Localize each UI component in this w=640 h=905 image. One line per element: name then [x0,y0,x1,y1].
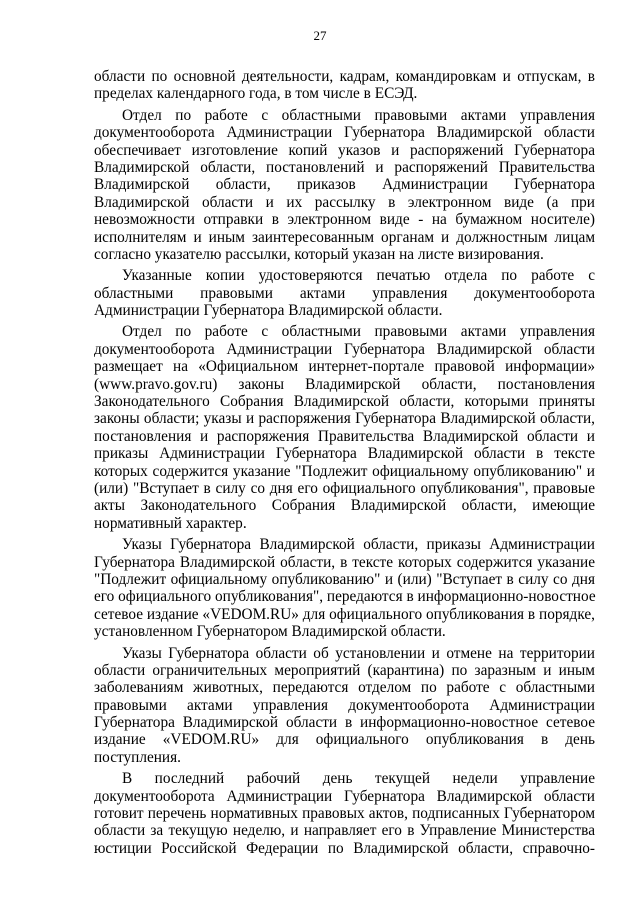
text-line: области за текущую неделю, и направляет его в Управление Министерства [94,822,595,840]
text-line: издание «VEDOM.RU» для официального опубликования в день [94,731,595,749]
text-line: Владимирской области и их рассылку в электронном виде (а при [94,193,595,211]
text-line: области по основной деятельности, кадрам, командировкам и отпускам, в [94,68,595,85]
paragraph [94,107,595,264]
text-line: пределах календарного года, в том числе в ЕСЭД. [94,85,418,103]
text-line: Указы Губернатора Владимирской области, приказы Администрации [122,536,595,554]
text-line: Администрации Губернатора Владимирской области. [94,302,443,320]
text-line: области ограничительных мероприятий (карантина) по заразным и иным [94,661,595,679]
text-line: размещает на «Официальном интернет-портале правовой информации» [94,358,595,376]
text-line: которых содержится указание "Подлежит официальному опубликованию" и [94,462,595,480]
paragraph [94,68,595,103]
text-line: установленном Губернатором Владимирской области. [94,623,446,641]
text-line: документооборота Администрации Губернатора Владимирской области [94,124,595,142]
paragraph [94,323,595,532]
text-line: документооборота Администрации Губернатора Владимирской области [94,340,595,358]
text-line: акты Законодательного Собрания Владимирской области, имеющие [94,497,595,515]
paragraph [94,536,595,640]
document-body [94,68,595,857]
text-line: Законодательного Собрания Владимирской области, которыми приняты [94,393,595,411]
text-line: Отдел по работе с областными правовыми актами управления [122,106,595,124]
text-line: Губернатора Владимирской области, в тексте которых содержится указание [94,553,595,571]
paragraph [94,770,595,857]
text-line: Указы Губернатора области об установлении и отмене на территории [122,644,595,662]
text-line: Указанные копии удостоверяются печатью отдела по работе с [122,267,595,285]
text-line: постановления и распоряжения Правительства Владимирской области и [94,427,595,445]
text-line: правовыми актами управления документооборота Администрации [94,696,595,714]
text-line: приказы Администрации Губернатора Владимирской области в тексте [94,445,595,463]
text-line: (или) "Вступает в силу со дня его официального опубликования", правовые [94,479,595,497]
text-line: согласно указателю рассылки, который указан на листе визирования. [94,245,544,263]
text-line: Отдел по работе с областными правовыми актами управления [122,323,595,341]
page-number: 27 [313,28,327,43]
paragraph [94,267,595,319]
text-line: его официального опубликования", передаются в информационно-новостное [94,588,596,606]
text-line: Владимирской области, приказов Администрации Губернатора [94,176,595,194]
text-line: исполнителям и иным заинтересованным органам и должностным лицам [94,228,595,246]
text-line: юстиции Российской Федерации по Владимирской области, справочно- [94,839,595,857]
text-line: Губернатора Владимирской области в информационно-новостное сетевое [94,714,595,732]
text-line: заболеваниям животных, передаются отделом по работе с областными [94,679,595,697]
text-line: нормативный характер. [94,514,247,532]
text-line: "Подлежит официальному опубликованию" и (или) "Вступает в силу со дня [94,570,595,588]
text-line: В последний рабочий день текущей недели управление [122,770,595,788]
text-line: невозможности отправки в электронном виде - на бумажном носителе) [94,211,595,229]
text-line: областными правовыми актами управления документооборота [94,284,595,302]
text-line: Владимирской области, постановлений и распоряжений Правительства [94,158,595,176]
text-line: законы области; указы и распоряжения Губернатора Владимирской области, [94,410,595,428]
text-line: готовит перечень нормативных правовых актов, подписанных Губернатором [94,805,595,823]
text-line: (www.pravo.gov.ru) законы Владимирской области, постановления [94,375,595,393]
paragraph [94,645,595,767]
text-line: документооборота Администрации Губернатора Владимирской области [94,787,595,805]
text-line: обеспечивает изготовление копий указов и распоряжений Губернатора [94,141,595,159]
text-line: сетевое издание «VEDOM.RU» для официального опубликования в порядке, [94,605,595,623]
text-line: поступления. [94,748,181,766]
